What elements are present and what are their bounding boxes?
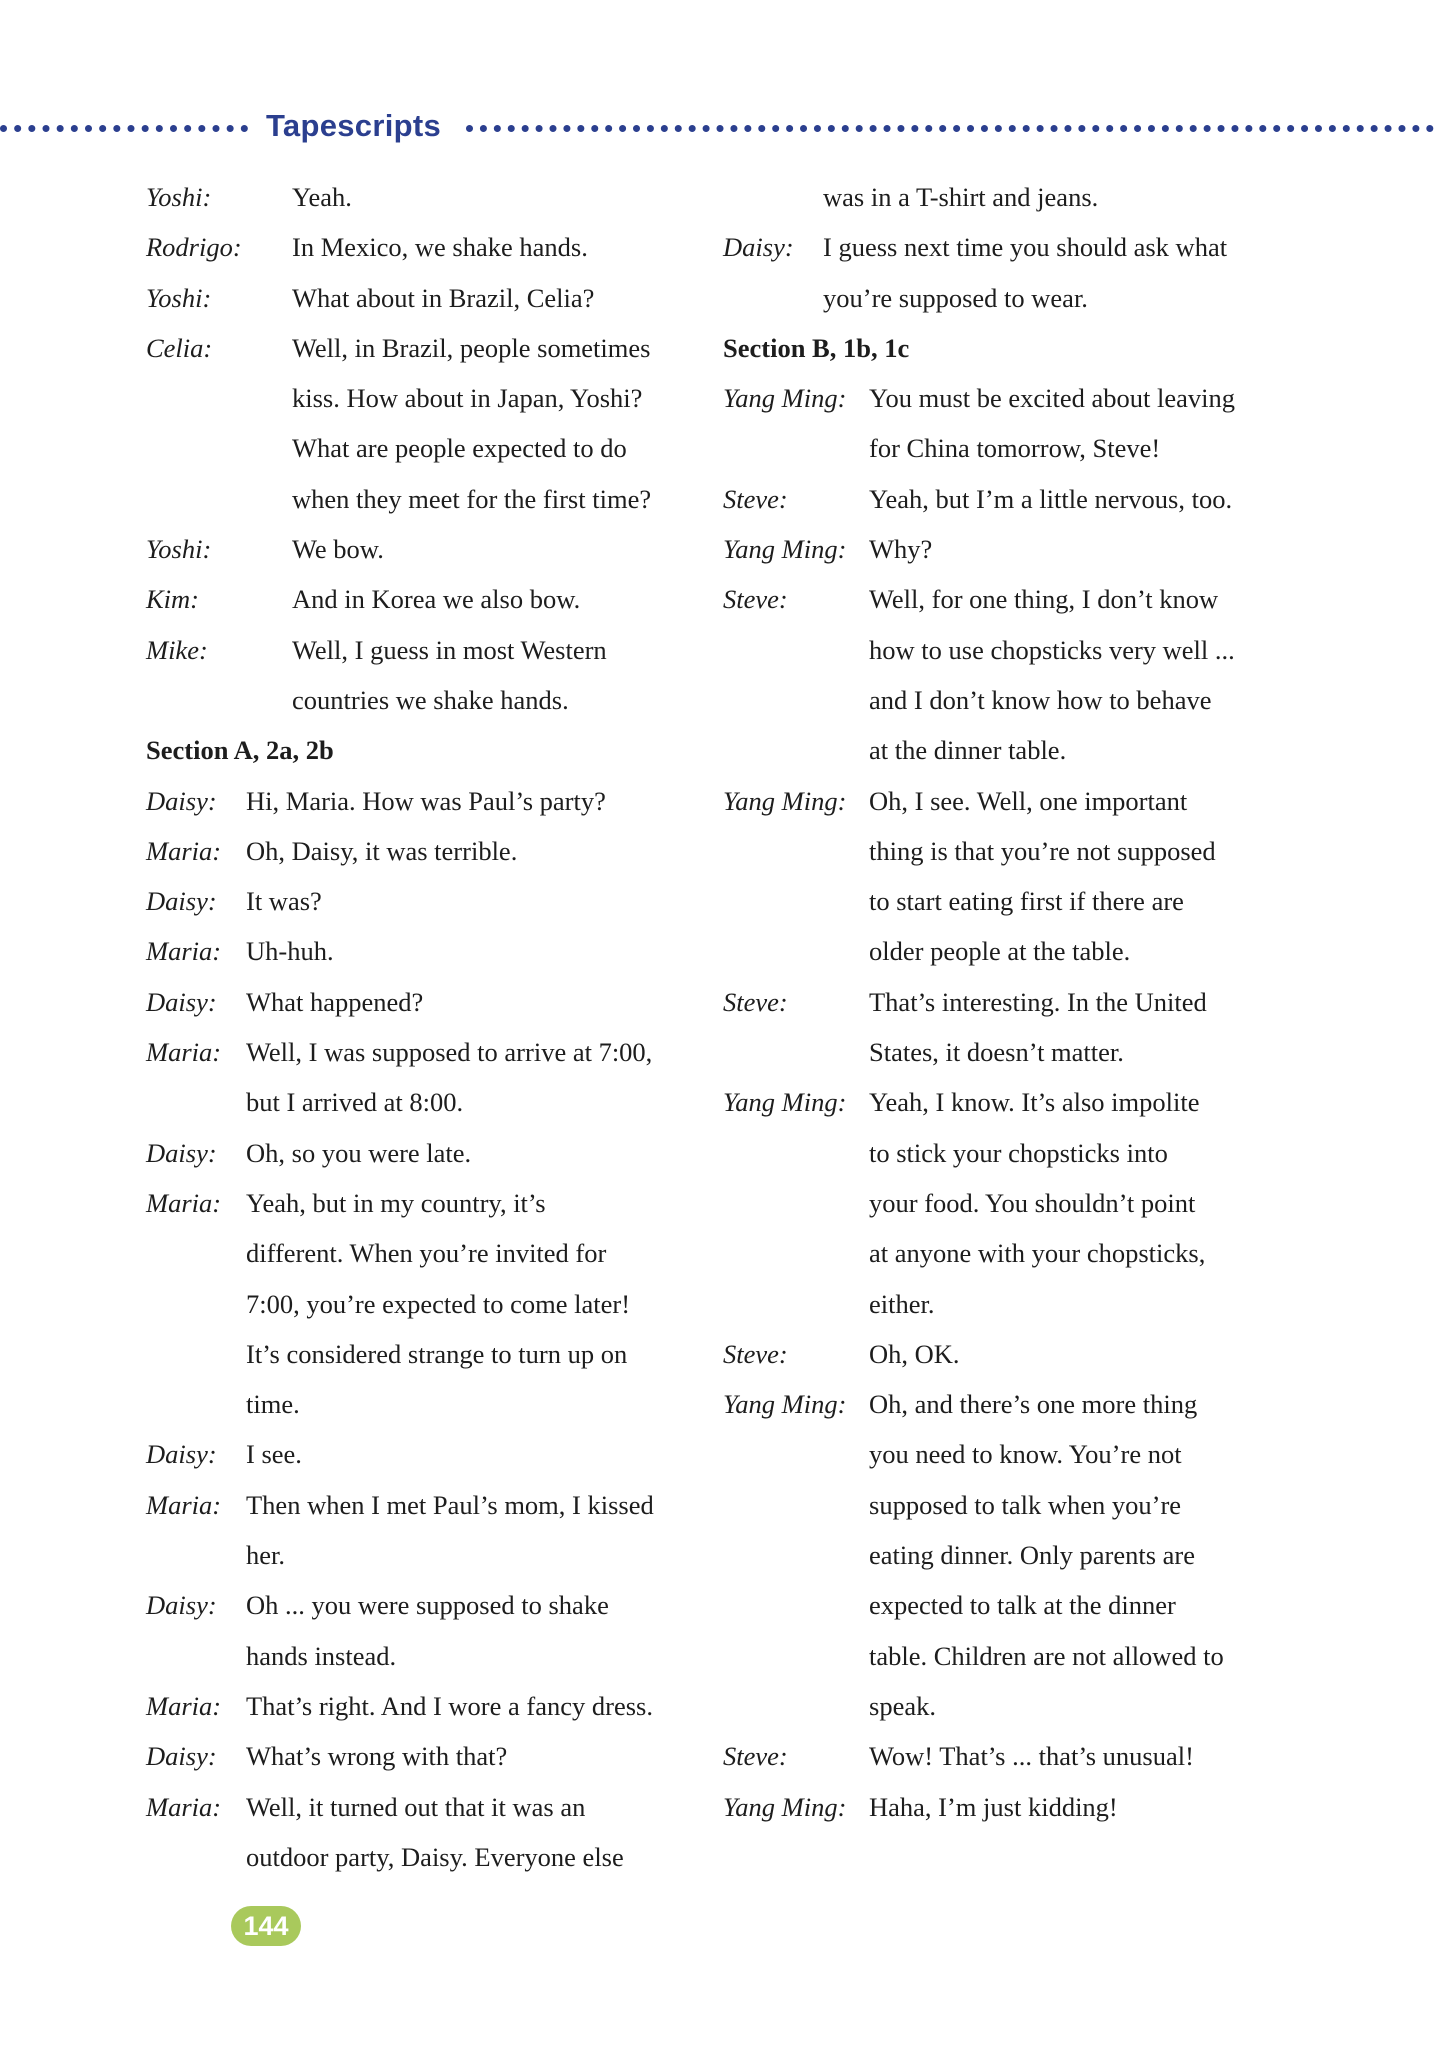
speaker-name: Rodrigo: — [146, 232, 242, 263]
dialogue-line — [146, 222, 686, 272]
left-column — [146, 172, 686, 1882]
dialogue-text: Oh ... you were supposed to shake — [246, 1590, 609, 1621]
dialogue-line — [146, 574, 686, 624]
dialogue-text: Haha, I’m just kidding! — [869, 1791, 1118, 1822]
dialogue-line — [146, 1731, 686, 1781]
dialogue-text: Oh, Daisy, it was terrible. — [246, 835, 518, 866]
dialogue-text: Well, I was supposed to arrive at 7:00, — [246, 1037, 653, 1068]
speaker-name: Mike: — [146, 634, 208, 665]
dialogue-line — [723, 1480, 1283, 1530]
dialogue-line — [723, 1178, 1283, 1228]
header-dotted-rule-right — [466, 125, 1434, 132]
dialogue-text: Uh-huh. — [246, 936, 334, 967]
dialogue-line — [723, 977, 1283, 1027]
speaker-name: Steve: — [723, 986, 788, 1017]
dialogue-text: Why? — [869, 534, 933, 565]
dialogue-line — [723, 1228, 1283, 1278]
right-column — [723, 172, 1283, 1832]
dialogue-text: older people at the table. — [869, 936, 1131, 967]
speaker-name: Daisy: — [146, 886, 217, 917]
dialogue-text: Well, in Brazil, people sometimes — [292, 332, 651, 363]
dialogue-text: eating dinner. Only parents are — [869, 1540, 1195, 1571]
dialogue-line — [146, 373, 686, 423]
dialogue-line — [146, 172, 686, 222]
speaker-name: Maria: — [146, 1791, 222, 1822]
speaker-name: Yang Ming: — [723, 383, 847, 414]
page-header — [0, 108, 1434, 148]
dialogue-line — [723, 675, 1283, 725]
dialogue-text: What happened? — [246, 986, 424, 1017]
speaker-name: Steve: — [723, 1338, 788, 1369]
dialogue-text: either. — [869, 1288, 935, 1319]
dialogue-text: Yeah. — [292, 182, 352, 212]
dialogue-line — [723, 1128, 1283, 1178]
dialogue-text: Then when I met Paul’s mom, I kissed — [246, 1489, 654, 1520]
dialogue-text: We bow. — [292, 534, 384, 565]
dialogue-text: That’s right. And I wore a fancy dress. — [246, 1690, 653, 1721]
dialogue-line — [146, 1681, 686, 1731]
dialogue-text: That’s interesting. In the United — [869, 986, 1207, 1017]
dialogue-text: outdoor party, Daisy. Everyone else — [246, 1841, 624, 1872]
dialogue-text: supposed to talk when you’re — [869, 1489, 1182, 1520]
speaker-name: Yoshi: — [146, 282, 212, 313]
dialogue-line — [146, 776, 686, 826]
dialogue-line — [146, 1631, 686, 1681]
header-dotted-rule-left — [0, 125, 248, 132]
dialogue-text: Well, I guess in most Western — [292, 634, 607, 665]
dialogue-text: I guess next time you should ask what — [823, 232, 1228, 263]
dialogue-line — [146, 1027, 686, 1077]
dialogue-line — [723, 172, 1283, 222]
speaker-name: Maria: — [146, 1489, 222, 1520]
section-heading: Section A, 2a, 2b — [146, 735, 334, 766]
speaker-name: Yang Ming: — [723, 785, 847, 816]
dialogue-text: What about in Brazil, Celia? — [292, 282, 595, 313]
dialogue-line — [146, 625, 686, 675]
speaker-name: Yang Ming: — [723, 1389, 847, 1420]
dialogue-line — [723, 524, 1283, 574]
dialogue-text: It was? — [246, 886, 322, 917]
section-heading: Section B, 1b, 1c — [723, 332, 910, 363]
speaker-name: Daisy: — [146, 1439, 217, 1470]
dialogue-text: at anyone with your chopsticks, — [869, 1238, 1206, 1269]
dialogue-line — [723, 273, 1283, 323]
dialogue-line — [146, 977, 686, 1027]
speaker-name: Daisy: — [146, 785, 217, 816]
dialogue-line — [723, 1379, 1283, 1429]
dialogue-line — [146, 1782, 686, 1832]
dialogue-text: States, it doesn’t matter. — [869, 1037, 1124, 1068]
speaker-name: Yang Ming: — [723, 1087, 847, 1118]
dialogue-line — [146, 826, 686, 876]
dialogue-line — [723, 1329, 1283, 1379]
speaker-name: Kim: — [146, 584, 199, 615]
dialogue-line — [723, 1631, 1283, 1681]
dialogue-line — [723, 1530, 1283, 1580]
dialogue-line — [146, 926, 686, 976]
dialogue-text: Hi, Maria. How was Paul’s party? — [246, 785, 606, 816]
dialogue-text: you need to know. You’re not — [869, 1439, 1182, 1470]
dialogue-text: 7:00, you’re expected to come later! — [246, 1288, 631, 1319]
dialogue-text: but I arrived at 8:00. — [246, 1087, 464, 1118]
dialogue-text: And in Korea we also bow. — [292, 584, 581, 615]
dialogue-text: Oh, OK. — [869, 1338, 960, 1369]
dialogue-line — [146, 1128, 686, 1178]
dialogue-text: different. When you’re invited for — [246, 1238, 607, 1269]
dialogue-text: Oh, and there’s one more thing — [869, 1389, 1198, 1420]
speaker-name: Steve: — [723, 483, 788, 514]
dialogue-text: thing is that you’re not supposed — [869, 835, 1216, 866]
dialogue-line — [146, 675, 686, 725]
dialogue-text: Yeah, I know. It’s also impolite — [869, 1087, 1200, 1118]
speaker-name: Steve: — [723, 584, 788, 615]
dialogue-text: your food. You shouldn’t point — [869, 1187, 1196, 1218]
dialogue-text: What are people expected to do — [292, 433, 627, 464]
dialogue-line — [146, 1279, 686, 1329]
dialogue-text: You must be excited about leaving — [869, 383, 1236, 414]
dialogue-line — [146, 1832, 686, 1882]
dialogue-line — [723, 1782, 1283, 1832]
speaker-name: Daisy: — [146, 1590, 217, 1621]
dialogue-text: for China tomorrow, Steve! — [869, 433, 1161, 464]
page-title: Tapescripts — [266, 108, 442, 143]
dialogue-line — [723, 725, 1283, 775]
dialogue-line — [146, 1329, 686, 1379]
dialogue-text: you’re supposed to wear. — [823, 282, 1088, 313]
speaker-name: Daisy: — [146, 1741, 217, 1772]
dialogue-text: In Mexico, we shake hands. — [292, 232, 588, 263]
dialogue-line — [723, 373, 1283, 423]
dialogue-line — [146, 1178, 686, 1228]
dialogue-text: at the dinner table. — [869, 735, 1067, 766]
dialogue-line — [146, 1379, 686, 1429]
dialogue-line — [723, 1429, 1283, 1479]
dialogue-line — [146, 423, 686, 473]
dialogue-text: and I don’t know how to behave — [869, 684, 1212, 715]
dialogue-text: hands instead. — [246, 1640, 397, 1671]
dialogue-text: time. — [246, 1389, 300, 1420]
speaker-name: Yang Ming: — [723, 534, 847, 565]
dialogue-line — [146, 1429, 686, 1479]
dialogue-line — [723, 1279, 1283, 1329]
dialogue-line — [146, 1530, 686, 1580]
dialogue-text: speak. — [869, 1690, 936, 1721]
speaker-name: Daisy: — [146, 986, 217, 1017]
dialogue-text: table. Children are not allowed to — [869, 1640, 1224, 1671]
dialogue-line — [723, 876, 1283, 926]
speaker-name: Maria: — [146, 1690, 222, 1721]
dialogue-line — [723, 926, 1283, 976]
dialogue-text: Wow! That’s ... that’s unusual! — [869, 1741, 1194, 1772]
speaker-name: Celia: — [146, 332, 213, 363]
speaker-name: Yang Ming: — [723, 1791, 847, 1822]
dialogue-line — [146, 524, 686, 574]
dialogue-text: countries we shake hands. — [292, 684, 569, 715]
dialogue-line — [723, 574, 1283, 624]
dialogue-line — [723, 1731, 1283, 1781]
dialogue-text: kiss. How about in Japan, Yoshi? — [292, 383, 643, 414]
dialogue-line — [723, 1580, 1283, 1630]
dialogue-text: Yeah, but in my country, it’s — [246, 1187, 546, 1218]
dialogue-line — [146, 273, 686, 323]
dialogue-text: Yeah, but I’m a little nervous, too. — [869, 483, 1233, 514]
dialogue-text: I see. — [246, 1439, 302, 1470]
dialogue-text: to stick your chopsticks into — [869, 1137, 1168, 1168]
dialogue-text: was in a T-shirt and jeans. — [823, 182, 1099, 212]
dialogue-line — [723, 1681, 1283, 1731]
dialogue-line — [723, 474, 1283, 524]
dialogue-line — [146, 1228, 686, 1278]
dialogue-line — [723, 625, 1283, 675]
page-number-badge: 144 — [231, 1906, 301, 1946]
speaker-name: Yoshi: — [146, 182, 212, 212]
dialogue-line — [723, 776, 1283, 826]
dialogue-text: Oh, I see. Well, one important — [869, 785, 1188, 816]
dialogue-text: Well, for one thing, I don’t know — [869, 584, 1219, 615]
dialogue-text: her. — [246, 1540, 285, 1571]
dialogue-text: how to use chopsticks very well ... — [869, 634, 1235, 665]
speaker-name: Maria: — [146, 1187, 222, 1218]
dialogue-line — [723, 1027, 1283, 1077]
dialogue-text: Oh, so you were late. — [246, 1137, 472, 1168]
speaker-name: Maria: — [146, 1037, 222, 1068]
speaker-name: Yoshi: — [146, 534, 212, 565]
dialogue-text: It’s considered strange to turn up on — [246, 1338, 628, 1369]
dialogue-line — [146, 474, 686, 524]
dialogue-line — [723, 222, 1283, 272]
dialogue-line — [146, 876, 686, 926]
dialogue-line — [146, 1480, 686, 1530]
dialogue-text: to start eating first if there are — [869, 886, 1184, 917]
dialogue-line — [723, 826, 1283, 876]
dialogue-line — [146, 1077, 686, 1127]
dialogue-text: when they meet for the first time? — [292, 483, 652, 514]
dialogue-text: expected to talk at the dinner — [869, 1590, 1176, 1621]
dialogue-line — [146, 323, 686, 373]
speaker-name: Daisy: — [723, 232, 794, 263]
speaker-name: Steve: — [723, 1741, 788, 1772]
dialogue-text: Well, it turned out that it was an — [246, 1791, 586, 1822]
dialogue-line — [723, 423, 1283, 473]
dialogue-line — [723, 1077, 1283, 1127]
dialogue-line — [146, 1580, 686, 1630]
dialogue-text: What’s wrong with that? — [246, 1741, 508, 1772]
speaker-name: Maria: — [146, 835, 222, 866]
speaker-name: Maria: — [146, 936, 222, 967]
speaker-name: Daisy: — [146, 1137, 217, 1168]
